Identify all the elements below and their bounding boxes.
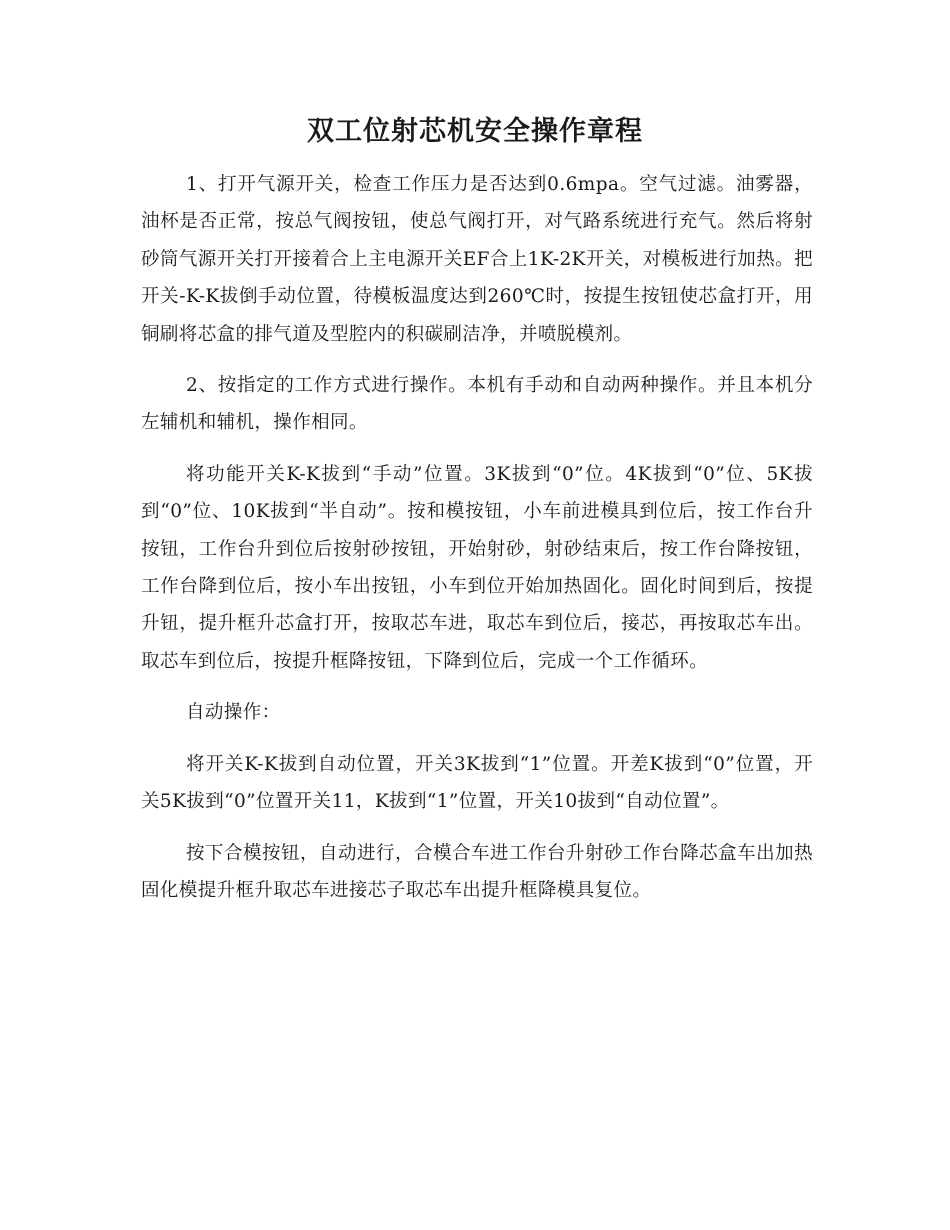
paragraph-auto-operation-heading: 自动操作： (186, 702, 281, 724)
paragraph-operation-modes: 2、按指定的工作方式进行操作。本机有手动和自动两种操作。并且本机分左辅机和辅机，操作相同。 (141, 375, 813, 434)
paragraph-auto-cycle: 按下合模按钮，自动进行，合模合车进工作台升射砂工作台降芯盒车出加热固化模提升框升取芯车进接芯子取芯车出提升框降模具复位。 (141, 842, 813, 901)
document-body (141, 166, 813, 923)
document-title: 双工位射芯机安全操作章程 (307, 116, 643, 147)
paragraph-startup-procedure: 1、打开气源开关，检查工作压力是否达到0.6mpa。空气过滤。油雾器，油杯是否正常，按总气阀按钮，使总气阀打开，对气路系统进行充气。然后将射砂筒气源开关打开接着合上主电源开关EF合上1K-2K开关，对模板进行加热。把开关-K-K拔倒手动位置，待模板温度达到260℃时，按提生按钮使芯盒打开，用铜刷将芯盒的排气道及型腔内的积碳刷洁净，并喷脱模剂。 (141, 174, 813, 345)
paragraph-auto-switch-settings: 将开关K-K拔到自动位置，开关3K拔到“1”位置。开差K拔到“0”位置，开关5K拔到“0”位置开关11，K拔到“1”位置，开关10拔到“自动位置”。 (141, 753, 813, 813)
paragraph-manual-operation: 将功能开关K-K拔到“手动”位置。3K拔到“0”位。4K拔到“0”位、5K拔到“0”位、10K拔到“半自动”。按和模按钮，小车前进模具到位后，按工作台升按钮，工作台升到位后按射砂按钮，开始射砂，射砂结束后，按工作台降按钮，工作台降到位后，按小车出按钮，小车到位开始加热固化。固化时间到后，按提升钮，提升框升芯盒打开，按取芯车进，取芯车到位后，接芯，再按取芯车出。取芯车到位后，按提升框降按钮，下降到位后，完成一个工作循环。 (141, 463, 813, 672)
